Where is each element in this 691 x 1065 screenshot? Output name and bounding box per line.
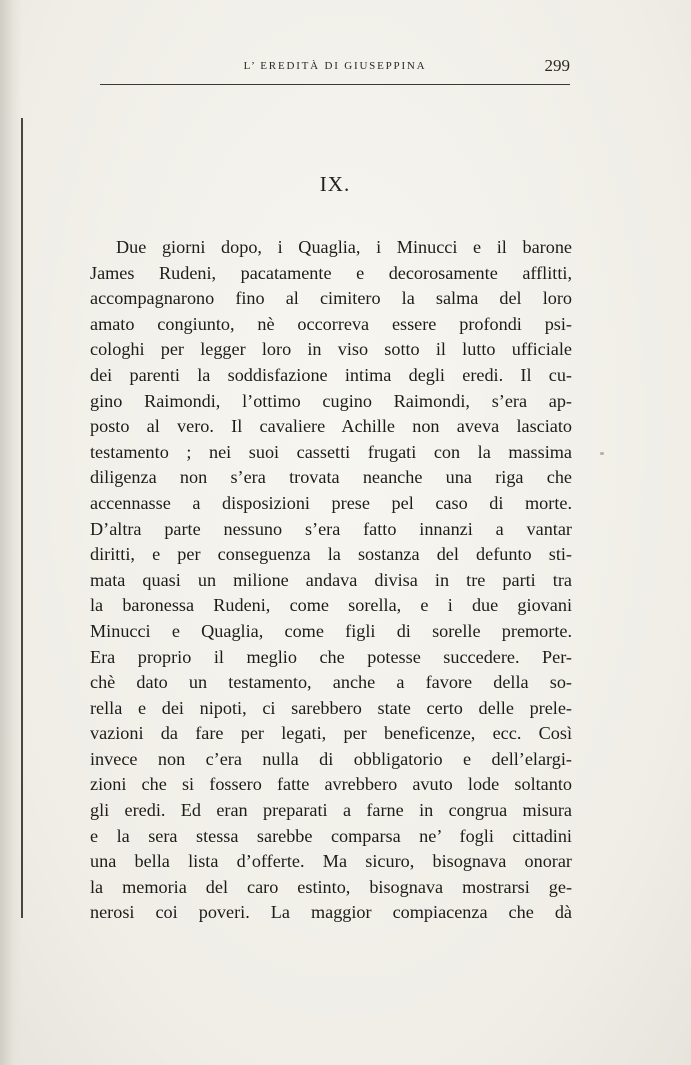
text-line: la baronessa Rudeni, come sorella, e i due giovani <box>90 595 572 616</box>
text-line: chè dato un testamento, anche a favore della so- <box>90 672 572 693</box>
text-line: gli eredi. Ed eran preparati a farne in congrua misura <box>90 800 572 821</box>
text-line: testamento ; nei suoi cassetti frugati con la massima <box>90 441 572 462</box>
text-line: Due giorni dopo, i Quaglia, i Minucci e il barone <box>116 237 572 257</box>
text-line: gino Raimondi, l’ottimo cugino Raimondi, s’era ap- <box>90 390 572 411</box>
running-title: L’ EREDITÀ DI GIUSEPPINA <box>243 60 427 72</box>
text-line: Minucci e Quaglia, come figli di sorelle premorte. <box>90 620 572 641</box>
body-text <box>90 235 572 926</box>
binding-shadow <box>0 0 22 1065</box>
text-line: una bella lista d’offerte. Ma sicuro, bisognava onorar <box>90 851 572 872</box>
text-line: Era proprio il meglio che potesse succedere. Per- <box>90 646 572 667</box>
text-line: posto al vero. Il cavaliere Achille non aveva lasciato <box>90 416 572 437</box>
page-edge-line <box>21 118 23 918</box>
text-line: zioni che si fossero fatte avrebbero avuto lode soltanto <box>90 774 572 795</box>
text-line: diritti, e per conseguenza la sostanza del defunto sti- <box>90 544 572 565</box>
page-number: 299 <box>544 56 570 75</box>
text-line: diligenza non s’era trovata neanche una riga che <box>90 467 572 488</box>
chapter-heading: IX. <box>319 172 351 196</box>
text-line: rella e dei nipoti, ci sarebbero state certo delle prele- <box>90 697 572 718</box>
text-line: accennasse a disposizioni prese pel caso di morte. <box>90 492 572 513</box>
text-line: nerosi coi poveri. La maggior compiacenza che dà <box>90 902 572 923</box>
text-line: accompagnarono fino al cimitero la salma del loro <box>90 288 572 309</box>
text-line: mata quasi un milione andava divisa in tre parti tra <box>90 569 572 590</box>
header-rule <box>100 84 570 85</box>
text-line: cologhi per legger loro in viso sotto il lutto ufficiale <box>90 339 572 360</box>
text-line: dei parenti la soddisfazione intima degli eredi. Il cu- <box>90 364 572 385</box>
text-line: D’altra parte nessuno s’era fatto innanzi a vantar <box>90 518 572 539</box>
text-line: la memoria del caro estinto, bisognava mostrarsi ge- <box>90 876 572 897</box>
running-header <box>100 56 570 76</box>
text-line: vazioni da fare per legati, per beneficenze, ecc. Così <box>90 723 572 744</box>
text-line: e la sera stessa sarebbe comparsa ne’ fogli cittadini <box>90 825 572 846</box>
text-line: amato congiunto, nè occorreva essere profondi psi- <box>90 313 572 334</box>
text-line: James Rudeni, pacatamente e decorosamente afflitti, <box>90 262 572 283</box>
ink-speck <box>600 452 604 455</box>
text-line: invece non c’era nulla di obbligatorio e dell’elargi- <box>90 748 572 769</box>
